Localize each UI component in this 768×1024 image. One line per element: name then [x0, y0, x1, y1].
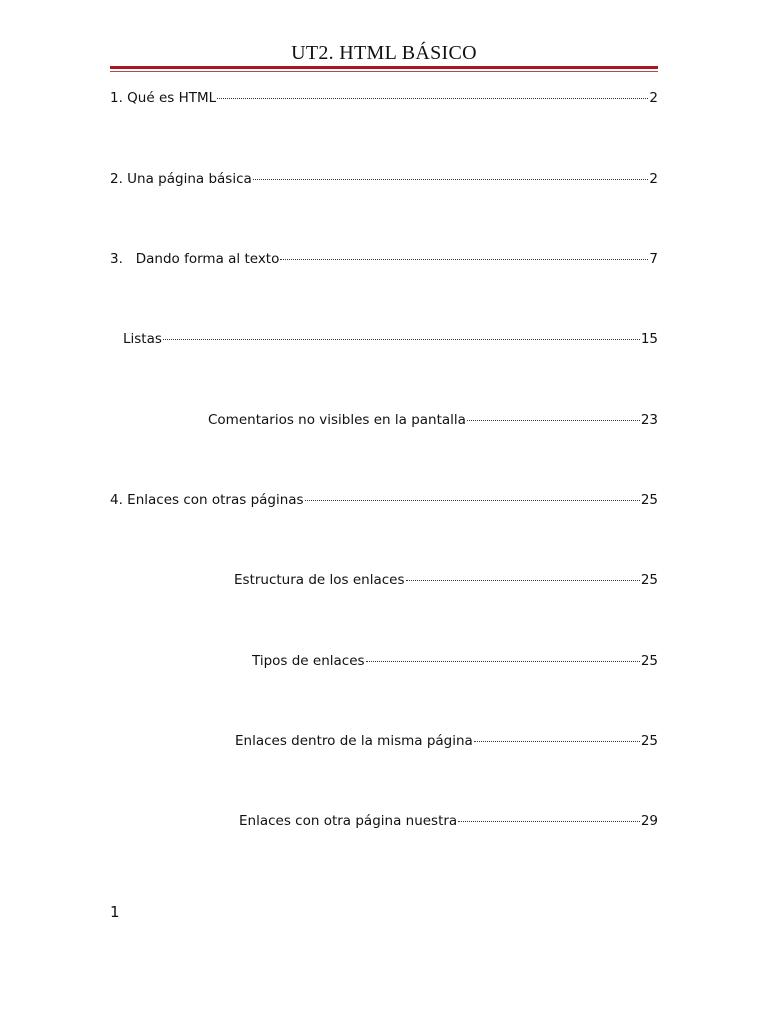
- toc-dot-leader: [467, 420, 640, 421]
- toc-entry-page: 25: [640, 572, 658, 588]
- toc-entry-label: Enlaces dentro de la misma página: [235, 733, 473, 749]
- toc-entry-page: 2: [649, 171, 658, 187]
- toc-entry-label: 2. Una página básica: [110, 171, 252, 187]
- page-number: 1: [110, 903, 120, 921]
- toc-entry-enlaces-pagina-nuestra[interactable]: [239, 812, 658, 830]
- toc-dot-leader: [163, 339, 640, 340]
- toc-entry-tipos-enlaces[interactable]: [252, 652, 658, 670]
- toc-entry-label: 1. Qué es HTML: [110, 90, 217, 106]
- toc-entry-enlaces-misma-pagina[interactable]: [235, 732, 658, 750]
- toc-dot-leader: [406, 580, 640, 581]
- toc-entry-enlaces[interactable]: [110, 491, 658, 509]
- toc-entry-label: Listas: [123, 331, 162, 347]
- toc-dot-leader: [280, 259, 648, 260]
- toc-entry-page: 23: [640, 412, 658, 428]
- header-rule-thick: [110, 66, 658, 69]
- toc-entry-estructura-enlaces[interactable]: [234, 571, 658, 589]
- header-rule-thin: [110, 71, 658, 72]
- toc-entry-label: Estructura de los enlaces: [234, 572, 405, 588]
- page-title: UT2. HTML BÁSICO: [291, 42, 477, 64]
- toc-entry-page: 2: [649, 90, 658, 106]
- toc-entry-label: Enlaces con otra página nuestra: [239, 813, 458, 829]
- toc-entry-page: 25: [640, 653, 658, 669]
- toc-entry-pagina-basica[interactable]: [110, 170, 658, 188]
- toc-entry-label: 4. Enlaces con otras páginas: [110, 492, 304, 508]
- toc-dot-leader: [305, 500, 640, 501]
- toc-entry-page: 29: [640, 813, 658, 829]
- toc-dot-leader: [458, 821, 640, 822]
- toc-entry-page: 25: [640, 492, 658, 508]
- toc-entry-dando-forma[interactable]: [110, 250, 658, 268]
- toc-dot-leader: [217, 98, 648, 99]
- toc-entry-label: Comentarios no visibles en la pantalla: [208, 412, 466, 428]
- toc-entry-page: 7: [649, 251, 658, 267]
- toc-entry-page: 15: [640, 331, 658, 347]
- toc-entry-page: 25: [640, 733, 658, 749]
- toc-entry-label: 3. Dando forma al texto: [110, 251, 280, 267]
- toc-dot-leader: [366, 661, 640, 662]
- toc-entry-que-es-html[interactable]: [110, 89, 658, 107]
- toc-dot-leader: [474, 741, 640, 742]
- toc-entry-listas[interactable]: [123, 330, 658, 348]
- toc-entry-label: Tipos de enlaces: [252, 653, 365, 669]
- toc-dot-leader: [253, 179, 649, 180]
- toc-entry-comentarios[interactable]: [208, 411, 658, 429]
